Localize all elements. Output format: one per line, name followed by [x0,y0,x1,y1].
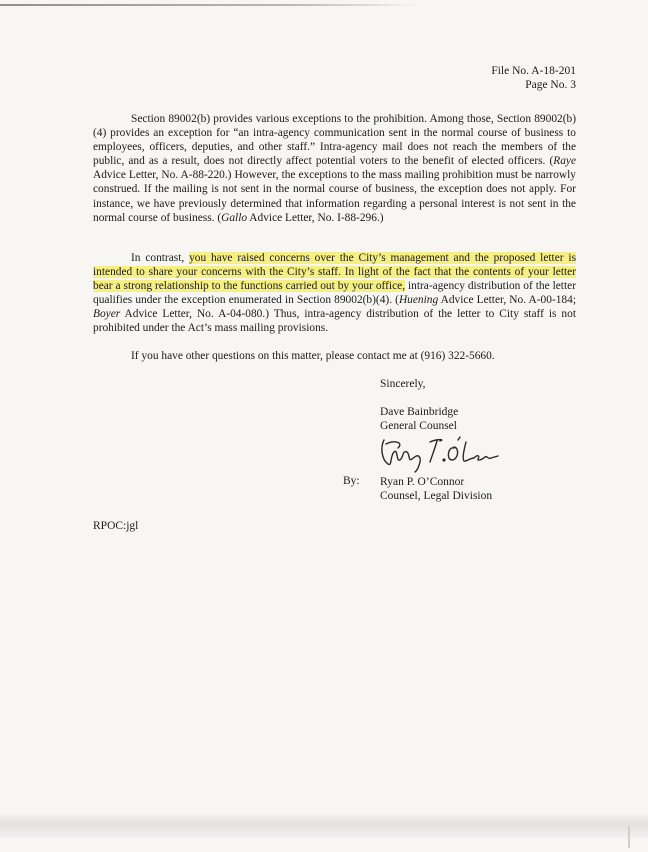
p1-text-3: Advice Letter, No. I-88-296.) [247,211,384,224]
signer2-name: Ryan P. O’Connor [380,476,465,488]
highlighted-text: you have raised concerns over the City’s management and the proposed letter is intended to share your concerns with the City’s staff. In light of the fact that the contents of your letter bear a strong relationship to the functions carried out by your office, [93,252,576,293]
scan-smudge [0,812,648,838]
citation-gallo: Gallo [221,211,248,224]
p2-text-2: intra-agency distribution of the letter qualifies under the exception enumerated in Section 89002(b)(4). ( [93,280,576,307]
signer1-name: Dave Bainbridge [380,406,459,418]
paragraph-exceptions [93,112,576,225]
p2-text-4: Advice Letter, No. A-04-080.) Thus, intra-agency distribution of the letter to City staff is not prohibited under the Act’s mass mailing provisions. [93,308,576,335]
citation-boyer: Boyer [93,308,121,321]
signer-block-general-counsel [380,405,458,433]
file-number: File No. A-18-201 [491,65,576,77]
paragraph-contrast [93,251,576,336]
p2-text-1: In contrast, [131,252,190,264]
signer2-title: Counsel, Legal Division [380,490,493,502]
page-header [491,64,576,92]
citation-huening: Huening [398,294,439,307]
page-number: Page No. 3 [525,79,576,91]
p2-text-3: Advice Letter, No. A-00-184; [438,294,576,307]
scan-edge-mark [628,826,630,848]
p1-text-2: Advice Letter, No. A-88-220.) However, the exceptions to the mass mailing prohibition must be narrowly construed. If the mailing is not sent in the normal course of business, the exception does not apply. For instance, we have previously determined that information regarding a personal interest is not sent in the normal course of business. ( [93,169,576,224]
p1-text-1: Section 89002(b) provides various exceptions to the prohibition. Among those, Section 89002(b)(4) provides an exception for “an intra-agency communication sent in the normal course of business to employees, officers, deputies, and other staff.” Intra-agency mail does not reach the members of the public, and as a result, does not directly affect potential voters to the benefit of elected officers. ( [93,113,576,168]
closing-salutation: Sincerely, [380,378,426,390]
by-label: By: [343,475,360,487]
signer1-title: General Counsel [380,420,457,432]
paragraph-contact [93,349,576,363]
citation-raye: Raye [553,155,576,168]
contact-text: If you have other questions on this matter, please contact me at (916) 322-5660. [131,350,495,362]
typist-initials: RPOC:jgl [93,520,139,532]
handwritten-signature [374,434,504,474]
signer-block-counsel [380,475,492,503]
top-rule [0,4,420,6]
